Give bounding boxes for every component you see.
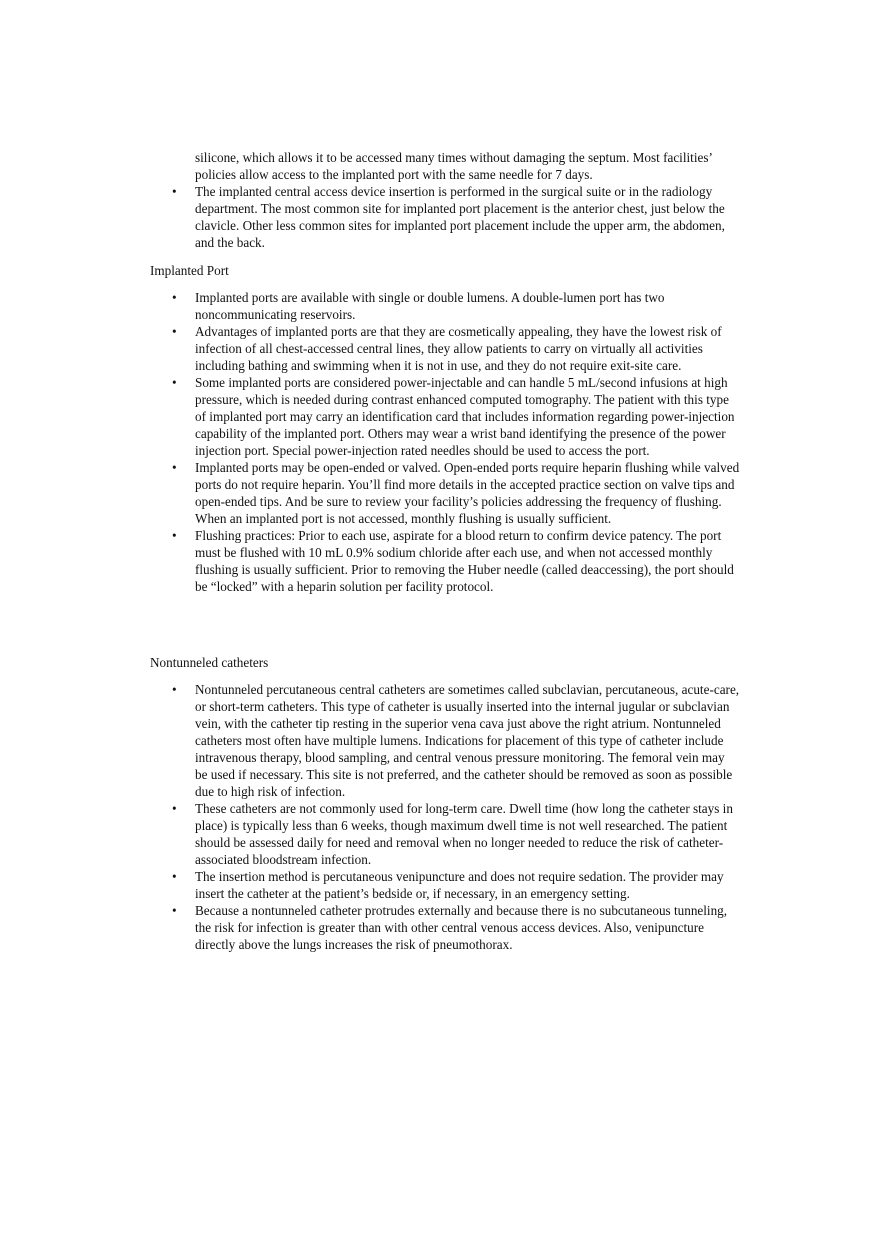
bullet-icon: • — [172, 869, 177, 884]
section-heading-nontunneled-catheters: Nontunneled catheters — [150, 655, 269, 670]
bullet-icon: • — [172, 903, 177, 918]
list-item-text: Nontunneled percutaneous central catheters are sometimes called subclavian, percutaneous, acute-care, or short-term catheters. This type of catheter is usually inserted into the internal jugular or subclavian vein, with the catheter tip resting in the superior vena cava just above the right atrium. Nontunneled catheters most often have multiple lumens. Indications for placement of this type of catheter include intravenous therapy, blood sampling, and central venous pressure monitoring. The femoral vein may be used if necessary. This site is not preferred, and the catheter should be removed as soon as possible due to high risk of infection. — [195, 682, 740, 799]
list-item — [150, 374, 740, 459]
list-item — [150, 800, 740, 868]
list-item-text: Some implanted ports are considered power-injectable and can handle 5 mL/second infusions at high pressure, which is needed during contrast enhanced computed tomography. The patient with this type of implanted port may carry an identification card that includes information regarding power-injection capability of the implanted port. Others may wear a wrist band identifying the presence of the power injection port. Special power-injection rated needles should be used to access the port. — [195, 375, 735, 458]
list-item-text: Advantages of implanted ports are that they are cosmetically appealing, they have the lowest risk of infection of all chest-accessed central lines, they allow patients to carry on virtually all activities including bathing and swimming when it is not in use, and they do not require exit-site care. — [195, 324, 722, 373]
list-item — [150, 459, 740, 527]
nontunneled-catheters-section — [150, 654, 740, 953]
top-bullet-section — [150, 183, 740, 251]
implanted-port-list — [150, 289, 740, 595]
bullet-icon: • — [172, 184, 177, 199]
list-item-text: These catheters are not commonly used for long-term care. Dwell time (how long the catheter stays in place) is typically less than 6 weeks, though maximum dwell time is not well researched. The patient should be assessed daily for need and removal when no longer needed to reduce the risk of catheter-associated bloodstream infection. — [195, 801, 733, 867]
bullet-icon: • — [172, 682, 177, 697]
list-item — [150, 183, 740, 251]
bullet-icon: • — [172, 528, 177, 543]
list-item — [150, 902, 740, 953]
list-item — [150, 289, 740, 323]
list-item — [150, 323, 740, 374]
continuation-paragraph: silicone, which allows it to be accessed many times without damaging the septum. Most facilities’ policies allow access to the implanted port with the same needle for 7 days. — [195, 150, 712, 182]
list-item — [150, 868, 740, 902]
list-item — [150, 527, 740, 595]
list-item — [150, 681, 740, 800]
list-item-text: The insertion method is percutaneous venipuncture and does not require sedation. The provider may insert the catheter at the patient’s bedside or, if necessary, in an emergency setting. — [195, 869, 724, 901]
bullet-icon: • — [172, 290, 177, 305]
section-heading-implanted-port: Implanted Port — [150, 263, 229, 278]
nontunneled-list — [150, 681, 740, 953]
bullet-icon: • — [172, 375, 177, 390]
list-item-text: Implanted ports are available with single or double lumens. A double-lumen port has two noncommunicating reservoirs. — [195, 290, 665, 322]
bullet-icon: • — [172, 801, 177, 816]
list-item-text: Flushing practices: Prior to each use, aspirate for a blood return to confirm device patency. The port must be flushed with 10 mL 0.9% sodium chloride after each use, and when not accessed monthly flushing is usually sufficient. Prior to removing the Huber needle (called deaccessing), the port should be “locked” with a heparin solution per facility protocol. — [195, 528, 734, 594]
implanted-port-section — [150, 262, 740, 595]
list-item-text: The implanted central access device insertion is performed in the surgical suite or in the radiology department. The most common site for implanted port placement is the anterior chest, just below the clavicle. Other less common sites for implanted port placement include the upper arm, the abdomen, and the back. — [195, 184, 725, 250]
list-item-text: Implanted ports may be open-ended or valved. Open-ended ports require heparin flushing while valved ports do not require heparin. You’ll find more details in the accepted practice section on valve tips and open-ended tips. And be sure to review your facility’s policies addressing the frequency of flushing. When an implanted port is not accessed, monthly flushing is usually sufficient. — [195, 460, 740, 526]
top-bullet-list — [150, 183, 740, 251]
bullet-icon: • — [172, 460, 177, 475]
bullet-icon: • — [172, 324, 177, 339]
list-item-text: Because a nontunneled catheter protrudes externally and because there is no subcutaneous tunneling, the risk for infection is greater than with other central venous access devices. Also, venipuncture directly above the lungs increases the risk of pneumothorax. — [195, 903, 728, 952]
